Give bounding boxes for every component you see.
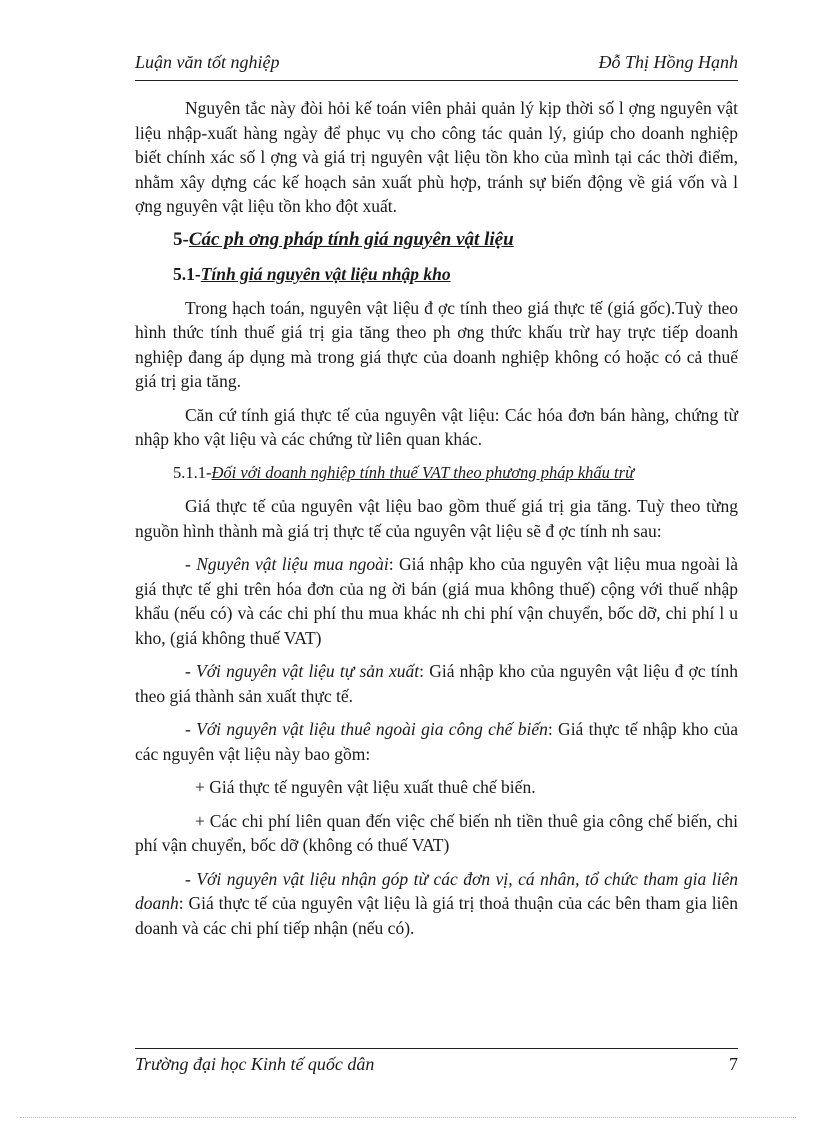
paragraph-basis: Căn cứ tính giá thực tế của nguyên vật liệu: Các hóa đơn bán hàng, chứng từ nhập kho vật liệu và các chứng từ liên quan khác. <box>135 404 738 449</box>
self-produced-text: : Giá nhập kho của nguyên vật liệu đ ợc tính theo giá thành sản xuất thực tế. <box>135 661 738 706</box>
contributed-text: : Giá thực tế của nguyên vật liệu là giá trị thoả thuận của các bên tham gia liên doanh và các chi phí tiếp nhận (nếu có). <box>135 893 738 938</box>
page-body <box>135 96 738 949</box>
subsubsection-heading-5-1-1 <box>173 461 738 486</box>
self-produced-label: - Với nguyên vật liệu tự sản xuất <box>185 661 420 681</box>
list-item-processing-costs: + Các chi phí liên quan đến việc chế biến nh tiền thuê gia công chế biến, chi phí vận chuyển, bốc dỡ (không có thuế VAT) <box>135 810 738 855</box>
page-bottom-divider <box>20 1117 796 1118</box>
paragraph-actual-price: Giá thực tế của nguyên vật liệu bao gồm thuế giá trị gia tăng. Tuỳ theo từng nguồn hình thành mà giá trị thực tế của nguyên vật liệu sẽ đ ợc tính nh sau: <box>135 496 738 541</box>
page-header <box>135 52 738 76</box>
header-rule <box>135 80 738 81</box>
page-number: 7 <box>729 1054 738 1074</box>
subsection-heading-5-1 <box>173 262 738 287</box>
header-author-name: Đỗ Thị Hồng Hạnh <box>598 52 738 72</box>
section-heading-5 <box>173 228 738 253</box>
page-footer <box>135 1054 738 1078</box>
subsubsection-number: 5.1.1- <box>173 462 212 482</box>
purchased-label: - Nguyên vật liệu mua ngoài <box>185 554 389 574</box>
subsection-number: 5.1- <box>173 264 201 284</box>
purchased-text: : Giá nhập kho của nguyên vật liệu mua ngoài là giá thực tế ghi trên hóa đơn của ng ời bán (giá mua không thuế) cộng với thuế nhập khẩu (nếu có) và các chi phí thu mua khác nh chi phí vận chuyển, bốc dỡ, chi phí l u kho, (giá không thuế VAT) <box>135 554 738 648</box>
subsection-title: Tính giá nguyên vật liệu nhập kho <box>200 264 451 284</box>
contributed-label: - Với nguyên vật liệu nhận góp từ các đơn vị, cá nhân, tổ chức tham gia liên doanh <box>135 868 738 913</box>
paragraph-outsourced <box>135 717 738 766</box>
footer-university: Trường đại học Kinh tế quốc dân <box>135 1054 375 1074</box>
footer-rule <box>135 1048 738 1049</box>
paragraph-purchased <box>135 552 738 650</box>
subsubsection-title: Đối với doanh nghiệp tính thuế VAT theo phương pháp khấu trừ <box>211 462 635 482</box>
list-item-outsourced-material: + Giá thực tế nguyên vật liệu xuất thuê chế biến. <box>195 777 536 797</box>
outsourced-text: : Giá thực tế nhập kho của các nguyên vật liệu này bao gồm: <box>135 719 738 764</box>
paragraph-accounting: Trong hạch toán, nguyên vật liệu đ ợc tính theo giá thực tế (giá gốc).Tuỳ theo hình thức tính thuế giá trị gia tăng theo ph ơng thức khấu trừ hay trực tiếp doanh nghiệp đang áp dụng mà trong giá thực của doanh nghiệp không có hoặc có cả thuế giá trị gia tăng. <box>135 297 738 391</box>
section-title: Các ph ơng pháp tính giá nguyên vật liệu <box>188 228 514 250</box>
paragraph-principle: Nguyên tắc này đòi hỏi kế toán viên phải quản lý kịp thời số l ợng nguyên vật liệu nhập-xuất hàng ngày để phục vụ cho công tác quản lý, giúp cho doanh nghiệp biết chính xác số l ợng và giá trị nguyên vật liệu tồn kho của mình tại các thời điểm, nhằm xây dựng các kế hoạch sản xuất phù hợp, tránh sự biến động về giá vốn và l ợng nguyên vật liệu tồn kho đột xuất. <box>135 98 738 216</box>
paragraph-contributed <box>135 867 738 941</box>
outsourced-label: - Với nguyên vật liệu thuê ngoài gia công chế biến <box>185 719 548 739</box>
header-thesis-label: Luận văn tốt nghiệp <box>135 52 280 72</box>
section-number: 5- <box>173 228 189 250</box>
paragraph-self-produced <box>135 659 738 708</box>
